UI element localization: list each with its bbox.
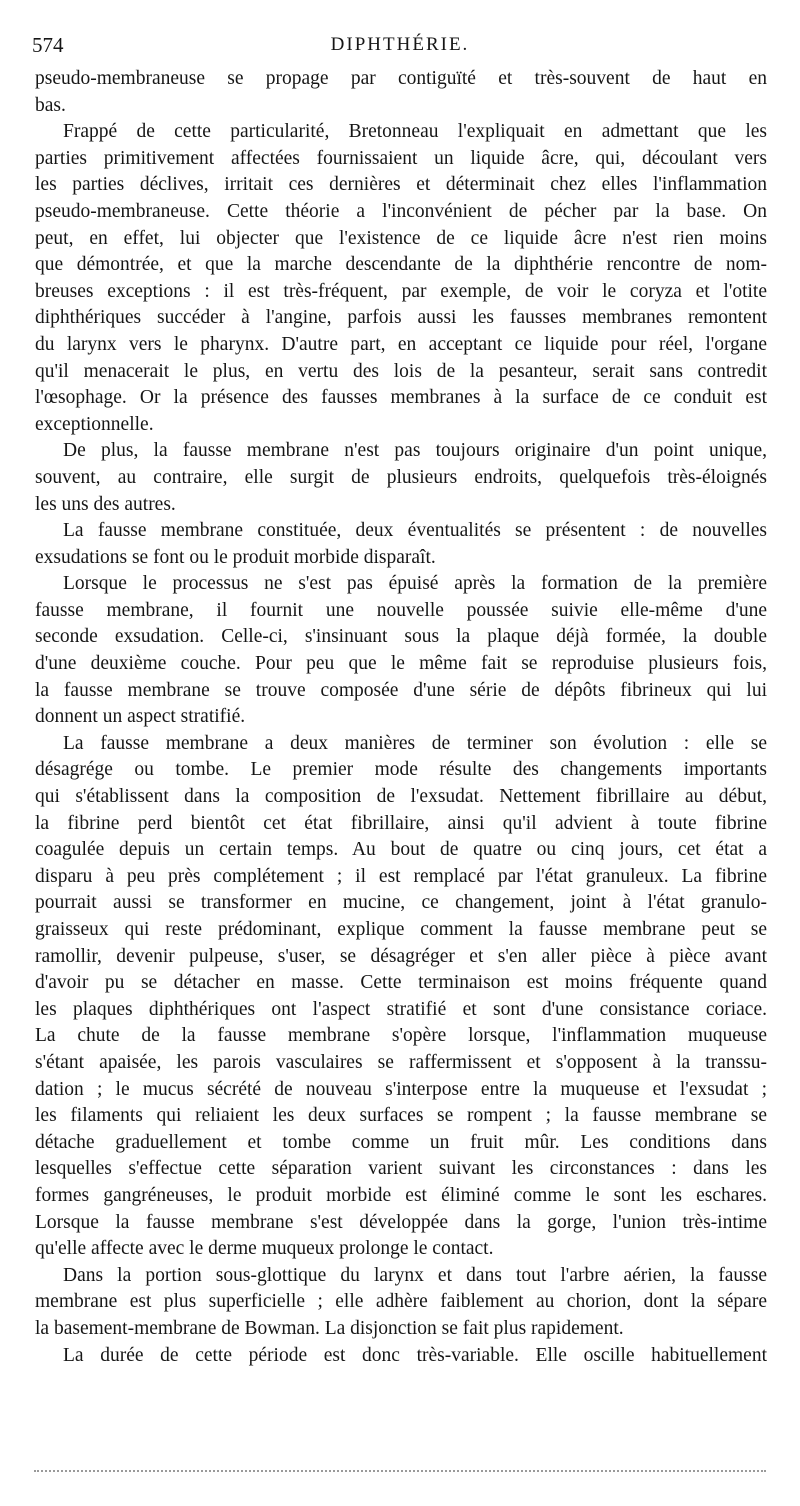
page-number: 574 [32, 33, 64, 57]
paragraph [35, 438, 767, 518]
text-line: Lorsque la fausse membrane s'est développée dans la gorge, l'union très-intime [35, 1211, 767, 1233]
text-line: la fausse membrane se trouve composée d'une série de dépôts fibrineux qui lui [35, 679, 767, 701]
text-line: La fausse membrane a deux manières de terminer son évolution : elle se [63, 732, 767, 754]
text-line: Frappé de cette particularité, Bretonneau l'expliquait en admettant que les [63, 121, 767, 143]
text-line: La chute de la fausse membrane s'opère lorsque, l'inflammation muqueuse [35, 1025, 767, 1047]
text-line: d'avoir pu se détacher en masse. Cette terminaison est moins fréquente quand [35, 972, 767, 994]
paragraph [35, 119, 767, 438]
text-line: La durée de cette période est donc très-variable. Elle oscille habituellement [63, 1344, 767, 1366]
text-line: exsudations se font ou le produit morbide disparaît. [35, 546, 436, 568]
text-line: les plaques diphthériques ont l'aspect stratifié et sont d'une consistance coriace. [35, 998, 767, 1020]
footer-rule [34, 1470, 766, 1472]
text-line: s'étant apaisée, les parois vasculaires se raffermissent et s'opposent à la transsu- [35, 1051, 767, 1073]
text-line: du larynx vers le pharynx. D'autre part, en acceptant ce liquide pour réel, l'organe [35, 333, 767, 355]
text-line: les parties déclives, irritait ces dernières et déterminait chez elles l'inflammation [35, 174, 767, 196]
running-title: DIPHTHÉRIE. [330, 34, 470, 55]
text-line: dation ; le mucus sécrété de nouveau s'interpose entre la muqueuse et l'exsudat ; [35, 1078, 767, 1100]
paragraph [35, 1343, 767, 1370]
text-line: qu'elle affecte avec le derme muqueux prolonge le contact. [35, 1238, 494, 1260]
paragraph [35, 66, 767, 119]
text-line: ramollir, devenir pulpeuse, s'user, se désagréger et s'en aller pièce à pièce avant [35, 945, 767, 967]
body-text [35, 66, 767, 1369]
text-line: qui s'établissent dans la composition de l'exsudat. Nettement fibrillaire au début, [35, 786, 767, 808]
text-line: détache graduellement et tombe comme un fruit mûr. Les conditions dans [35, 1131, 767, 1153]
text-line: les uns des autres. [35, 493, 176, 515]
text-line: Lorsque le processus ne s'est pas épuisé après la formation de la première [63, 573, 767, 595]
text-line: fausse membrane, il fournit une nouvelle poussée suivie elle-même d'une [35, 599, 767, 621]
text-line: pseudo-membraneuse. Cette théorie a l'inconvénient de pécher par la base. On [35, 200, 767, 222]
text-line: pseudo-membraneuse se propage par contiguïté et très-souvent de haut en [35, 68, 767, 89]
text-line: Dans la portion sous-glottique du larynx et dans tout l'arbre aérien, la fausse [63, 1264, 767, 1286]
text-line: coagulée depuis un certain temps. Au bout de quatre ou cinq jours, cet état a [35, 839, 767, 861]
text-line: la basement-membrane de Bowman. La disjonction se fait plus rapidement. [35, 1317, 624, 1339]
text-line: disparu à peu près complétement ; il est remplacé par l'état granuleux. La fibrine [35, 865, 767, 887]
text-line: peut, en effet, lui objecter que l'existence de ce liquide âcre n'est rien moins [35, 227, 767, 249]
text-line: désagrége ou tombe. Le premier mode résulte des changements importants [35, 759, 767, 781]
page-header [32, 30, 768, 60]
paragraph [35, 518, 767, 571]
paragraph [35, 571, 767, 731]
text-line: les filaments qui reliaient les deux surfaces se rompent ; la fausse membrane se [35, 1105, 767, 1127]
paragraph [35, 731, 767, 1263]
text-line: graisseux qui reste prédominant, explique comment la fausse membrane peut se [35, 919, 767, 940]
text-line: formes gangréneuses, le produit morbide est éliminé comme le sont les eschares. [35, 1184, 767, 1206]
text-line: membrane est plus superficielle ; elle adhère faiblement au chorion, dont la sépare [35, 1291, 767, 1313]
text-line: La fausse membrane constituée, deux éventualités se présentent : de nouvelles [63, 520, 767, 542]
text-line: lesquelles s'effectue cette séparation varient suivant les circonstances : dans les [35, 1158, 767, 1180]
text-line: diphthériques succéder à l'angine, parfois aussi les fausses membranes remontent [35, 307, 767, 329]
text-line: breuses exceptions : il est très-fréquent, par exemple, de voir le coryza et l'otite [35, 280, 767, 302]
text-line: souvent, au contraire, elle surgit de plusieurs endroits, quelquefois très-éloignés [35, 466, 767, 488]
text-line: pourrait aussi se transformer en mucine, ce changement, joint à l'état granulo- [35, 892, 767, 914]
text-line: De plus, la fausse membrane n'est pas toujours originaire d'un point unique, [63, 440, 767, 462]
text-line: qu'il menacerait le plus, en vertu des lois de la pesanteur, serait sans contredit [35, 360, 767, 382]
text-line: parties primitivement affectées fournissaient un liquide âcre, qui, découlant vers [35, 147, 767, 169]
text-line: d'une deuxième couche. Pour peu que le même fait se reproduise plusieurs fois, [35, 653, 767, 675]
text-line: seconde exsudation. Celle-ci, s'insinuant sous la plaque déjà formée, la double [35, 626, 767, 648]
text-line: donnent un aspect stratifié. [35, 706, 246, 728]
paragraph [35, 1263, 767, 1343]
text-line: bas. [35, 94, 66, 116]
text-line: l'œsophage. Or la présence des fausses membranes à la surface de ce conduit est [35, 387, 767, 409]
text-line: exceptionnelle. [35, 413, 154, 435]
text-line: la fibrine perd bientôt cet état fibrillaire, ainsi qu'il advient à toute fibrine [35, 812, 767, 834]
text-line: que démontrée, et que la marche descendante de la diphthérie rencontre de nom- [35, 254, 767, 276]
